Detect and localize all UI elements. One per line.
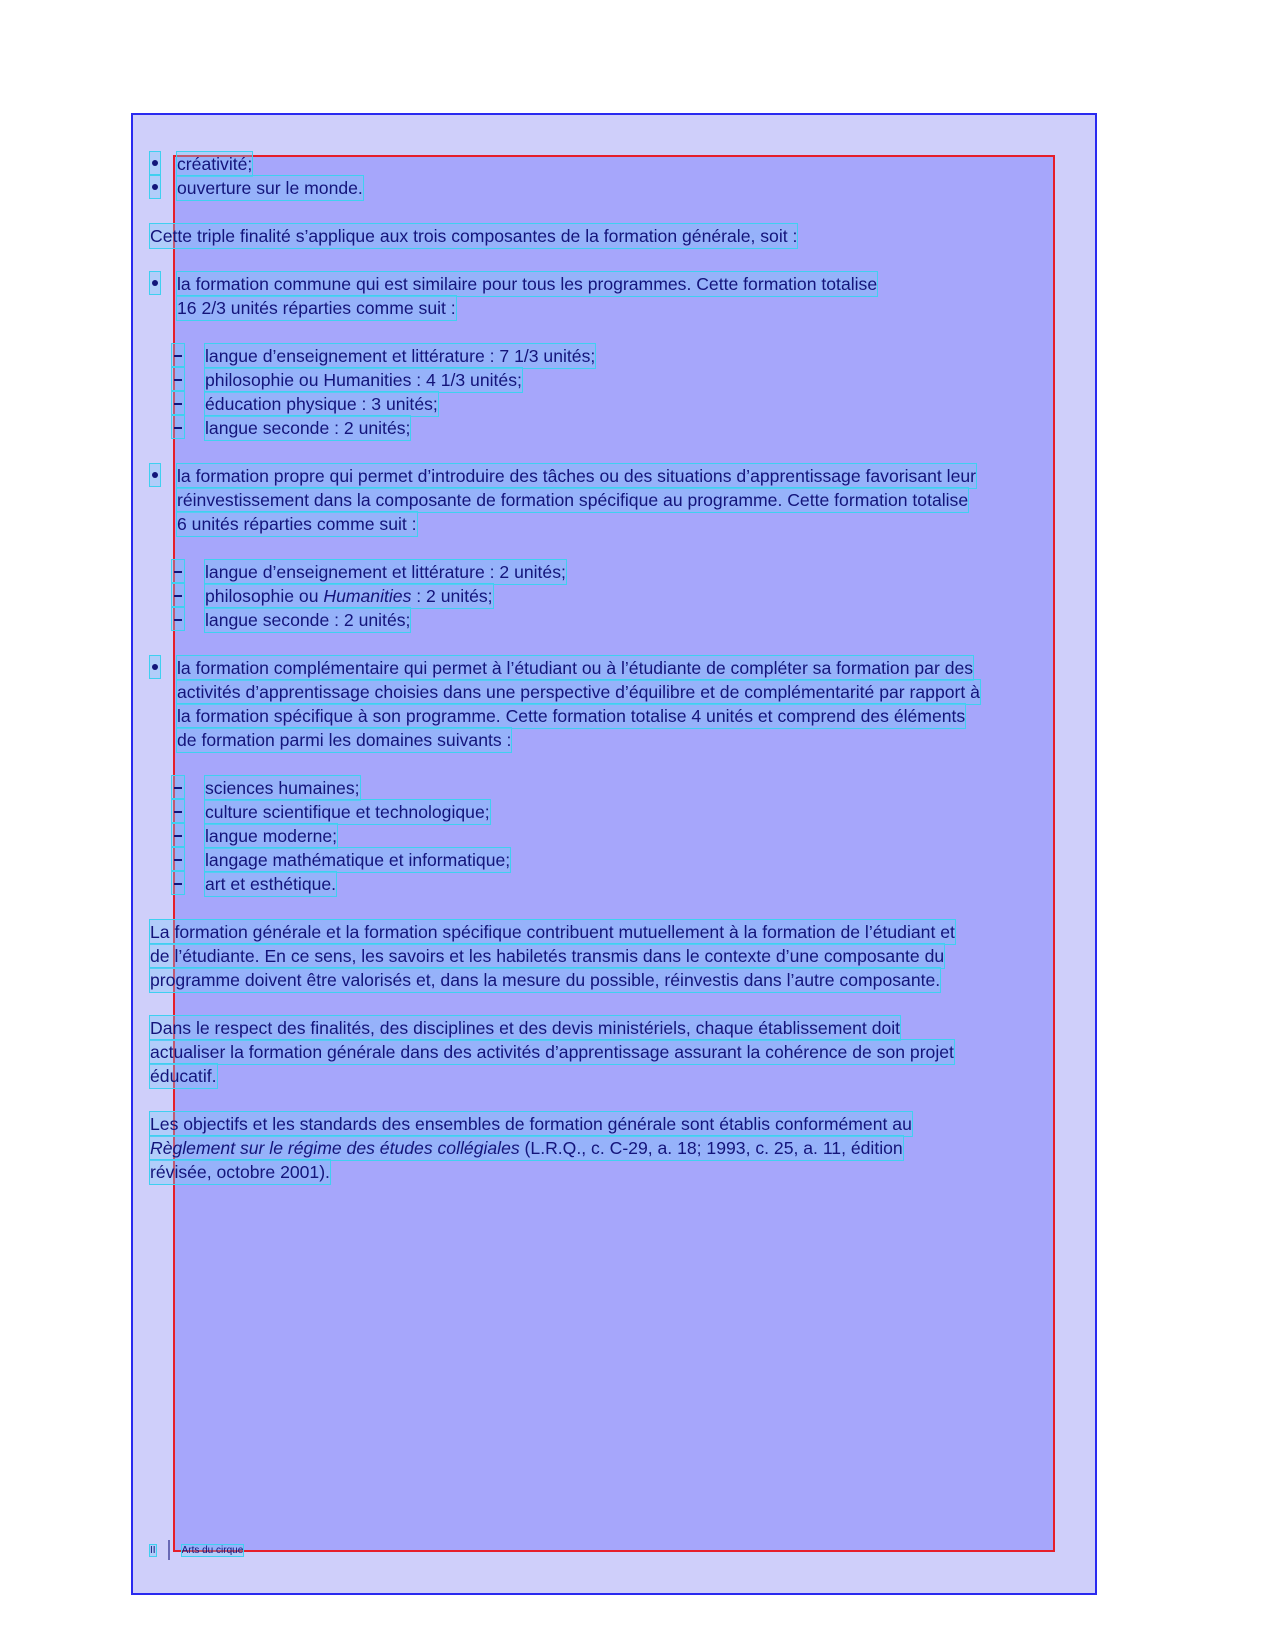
formation-complementaire-line: activités d’apprentissage choisies dans une perspective d’équilibre et de complémentarité par rapport à [177, 682, 980, 702]
dash-icon [172, 608, 184, 630]
commune-list-text: langue seconde : 2 unités; [205, 418, 411, 438]
commune-list-text: éducation physique : 3 unités; [205, 394, 438, 414]
complementaire-list-item [150, 800, 1123, 824]
formation-propre-line: la formation propre qui permet d’introduire des tâches ou des situations d’apprentissage favorisant leur [177, 466, 977, 486]
complementaire-list-text: sciences humaines; [205, 778, 360, 798]
dash-icon [172, 392, 184, 414]
complementaire-list-item [150, 824, 1123, 848]
paragraph-objectifs: Les objectifs et les standards des ensembles de formation générale sont établis conformément au Règlement sur le régime des études collégiales (L.R.Q., c. C-29, a. 18; 1993, c. 25, a. 11, édition révisée, octobre 2001). [150, 1114, 912, 1182]
complementaire-list-item [150, 872, 1123, 896]
formation-propre-line: 6 unités réparties comme suit : [177, 514, 417, 534]
commune-list-item [150, 368, 1123, 392]
commune-list-text: philosophie ou Humanities : 4 1/3 unités; [205, 370, 522, 390]
dash-icon [172, 824, 184, 846]
intro-bullet-text: ouverture sur le monde. [177, 178, 363, 198]
intro-bullet-item [150, 176, 1123, 200]
propre-list-item [150, 584, 1123, 608]
dash-icon [172, 416, 184, 438]
dash-icon [172, 344, 184, 366]
propre-list-item [150, 608, 1123, 632]
dash-icon [172, 776, 184, 798]
complementaire-list-text: langage mathématique et informatique; [205, 850, 511, 870]
commune-list-item [150, 344, 1123, 368]
commune-list-item [150, 392, 1123, 416]
formation-commune-line: 16 2/3 unités réparties comme suit : [177, 298, 456, 318]
dash-icon [172, 872, 184, 894]
dash-icon [172, 560, 184, 582]
page-number: II [150, 1544, 156, 1556]
formation-complementaire-line: la formation spécifique à son programme. Cette formation totalise 4 unités et comprend des éléments [177, 706, 966, 726]
complementaire-list-text: art et esthétique. [205, 874, 337, 894]
dash-icon [172, 584, 184, 606]
footer-separator [168, 1540, 170, 1560]
dash-icon [172, 848, 184, 870]
commune-list-item [150, 416, 1123, 440]
paragraph-respect: Dans le respect des finalités, des disciplines et des devis ministériels, chaque établissement doit actualiser la formation générale dans des activités d’apprentissage assurant la cohérence de son projet éducatif. [150, 1018, 954, 1086]
bullet-icon [150, 152, 160, 174]
complementaire-list-item [150, 848, 1123, 872]
formation-propre-block [150, 464, 1123, 536]
bullet-icon [150, 464, 160, 486]
formation-commune-line: la formation commune qui est similaire pour tous les programmes. Cette formation totalise [177, 274, 878, 294]
dash-icon [172, 800, 184, 822]
propre-list-item [150, 560, 1123, 584]
commune-list-text: langue d’enseignement et littérature : 7 1/3 unités; [205, 346, 596, 366]
propre-list-text: langue seconde : 2 unités; [205, 610, 411, 630]
formation-complementaire-line: la formation complémentaire qui permet à l’étudiant ou à l’étudiante de compléter sa formation par des [177, 658, 974, 678]
propre-list-text: langue d’enseignement et littérature : 2 unités; [205, 562, 566, 582]
footer-title: Arts du cirque [181, 1544, 244, 1556]
document-body [150, 152, 1123, 1184]
intro-bullet-item [150, 152, 1123, 176]
dash-icon [172, 368, 184, 390]
intro-paragraph [150, 224, 1123, 248]
intro-paragraph-text: Cette triple finalité s’applique aux trois composantes de la formation générale, soit : [150, 226, 798, 246]
reglement-title: Règlement sur le régime des études collégiales [150, 1138, 520, 1158]
page-footer [150, 1540, 243, 1560]
bullet-icon [150, 656, 160, 678]
complementaire-list-text: culture scientifique et technologique; [205, 802, 490, 822]
formation-commune-block [150, 272, 1123, 320]
complementaire-list-text: langue moderne; [205, 826, 338, 846]
formation-propre-line: réinvestissement dans la composante de formation spécifique au programme. Cette formation totalise [177, 490, 969, 510]
bullet-icon [150, 272, 160, 294]
complementaire-list-item [150, 776, 1123, 800]
propre-list-text: philosophie ou Humanities : 2 unités; [205, 586, 493, 606]
formation-complementaire-block [150, 656, 1123, 752]
bullet-icon [150, 176, 160, 198]
formation-complementaire-line: de formation parmi les domaines suivants : [177, 730, 512, 750]
intro-bullet-text: créativité; [177, 154, 253, 174]
paragraph-contribution: La formation générale et la formation spécifique contribuent mutuellement à la formation de l’étudiant et de l’étudiante. En ce sens, les savoirs et les habiletés transmis dans le contexte d’une composante du programme doivent être valorisés et, dans la mesure du possible, réinvestis dans l’autre composante. [150, 922, 955, 990]
